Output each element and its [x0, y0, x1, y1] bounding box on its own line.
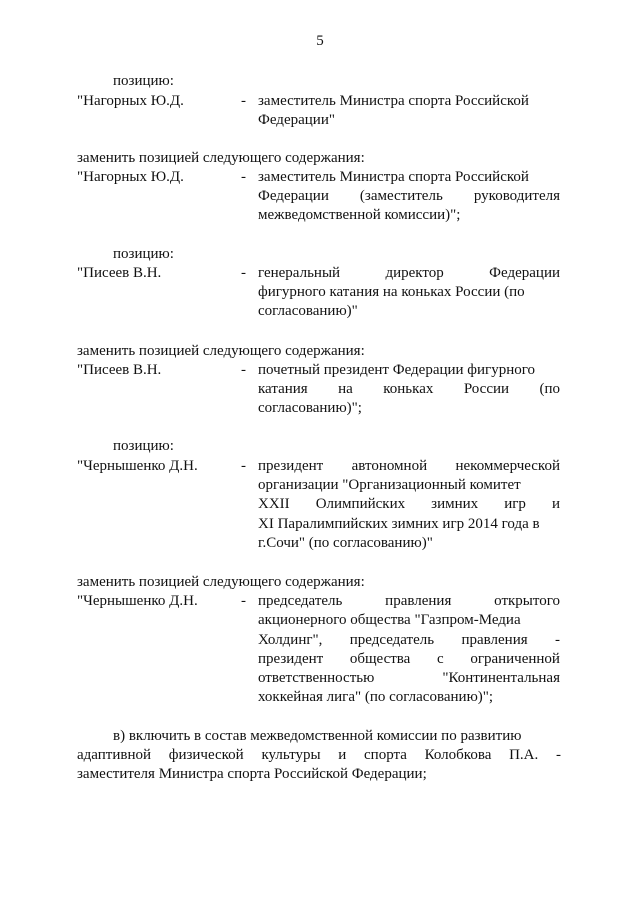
person-name: "Нагорных Ю.Д.	[77, 169, 184, 185]
word: автономной	[351, 458, 428, 474]
position-line-justified	[258, 592, 560, 611]
word: Федерации	[258, 188, 329, 204]
position-line-justified	[258, 264, 560, 283]
word: с	[436, 651, 444, 667]
position-line: согласованию)"	[258, 303, 358, 319]
word: России	[463, 381, 510, 397]
word: (по	[539, 381, 560, 397]
word: Колобкова	[424, 747, 492, 763]
block-intro: заменить позицией следующего содержания:	[77, 150, 365, 166]
position-line: почетный президент Федерации фигурного	[258, 362, 536, 378]
word: руководителя	[473, 188, 560, 204]
position-line-justified	[258, 669, 560, 688]
position-line: г.Сочи" (по согласованию)"	[258, 535, 433, 551]
word: и	[551, 496, 560, 512]
word: некоммерческой	[455, 458, 560, 474]
final-paragraph-line: в) включить в состав межведомственной комиссии по развитию	[113, 728, 522, 744]
word: культуры	[261, 747, 321, 763]
position-line: согласованию)";	[258, 400, 362, 416]
dash: -	[241, 362, 246, 378]
word: адаптивной	[77, 747, 151, 763]
word: ограниченной	[470, 651, 560, 667]
person-name: "Чернышенко Д.Н.	[77, 593, 198, 609]
word: -	[555, 747, 561, 763]
position-line: заместитель Министра спорта Российской	[258, 93, 529, 109]
position-line-justified	[258, 650, 560, 669]
block-intro: заменить позицией следующего содержания:	[77, 343, 365, 359]
word: и	[338, 747, 347, 763]
block-intro: позицию:	[113, 73, 174, 89]
word: президент	[258, 458, 324, 474]
position-line: Федерации"	[258, 112, 335, 128]
dash: -	[241, 593, 246, 609]
word: XXII	[258, 496, 290, 512]
word: зимних	[431, 496, 479, 512]
word: общества	[349, 651, 411, 667]
position-line: межведомственной комиссии)";	[258, 207, 461, 223]
word: катания	[258, 381, 308, 397]
block-intro: позицию:	[113, 246, 174, 262]
position-line: акционерного общества "Газпром-Медиа	[258, 612, 521, 628]
word: генеральный	[258, 265, 341, 281]
dash: -	[241, 458, 246, 474]
block-intro: заменить позицией следующего содержания:	[77, 574, 365, 590]
word: правления	[461, 632, 528, 648]
position-line: хоккейная лига" (по согласованию)";	[258, 689, 494, 705]
word: директор	[385, 265, 444, 281]
page-number: 5	[316, 33, 324, 49]
word: (заместитель	[359, 188, 443, 204]
position-line-justified	[258, 380, 560, 399]
word: правления	[385, 593, 452, 609]
word: Олимпийских	[315, 496, 406, 512]
final-paragraph-line: заместителя Министра спорта Российской Федерации;	[77, 766, 427, 782]
person-name: "Чернышенко Д.Н.	[77, 458, 198, 474]
person-name: "Писеев В.Н.	[77, 265, 162, 281]
position-line-justified	[258, 495, 560, 514]
final-paragraph-line-justified	[77, 746, 561, 765]
dash: -	[241, 265, 246, 281]
word: П.А.	[509, 747, 539, 763]
word: ответственностью	[258, 670, 375, 686]
word: спорта	[364, 747, 407, 763]
word: президент	[258, 651, 324, 667]
person-name: "Писеев В.Н.	[77, 362, 162, 378]
word: председатель	[258, 593, 343, 609]
dash: -	[241, 93, 246, 109]
dash: -	[241, 169, 246, 185]
word: игр	[504, 496, 526, 512]
position-line: организации "Организационный комитет	[258, 477, 521, 493]
person-name: "Нагорных Ю.Д.	[77, 93, 184, 109]
position-line-justified	[258, 631, 560, 650]
word: физической	[168, 747, 244, 763]
word: на	[338, 381, 353, 397]
word: председатель	[349, 632, 435, 648]
position-line-justified	[258, 457, 560, 476]
position-line: фигурного катания на коньках России (по	[258, 284, 525, 300]
word: "Континентальная	[442, 670, 560, 686]
position-line-justified	[258, 187, 560, 206]
word: коньках	[383, 381, 434, 397]
word: Федерации	[489, 265, 560, 281]
position-line: XI Паралимпийских зимних игр 2014 года в	[258, 516, 540, 532]
word: открытого	[494, 593, 560, 609]
position-line: заместитель Министра спорта Российской	[258, 169, 529, 185]
word: -	[554, 632, 560, 648]
word: Холдинг",	[258, 632, 323, 648]
block-intro: позицию:	[113, 438, 174, 454]
